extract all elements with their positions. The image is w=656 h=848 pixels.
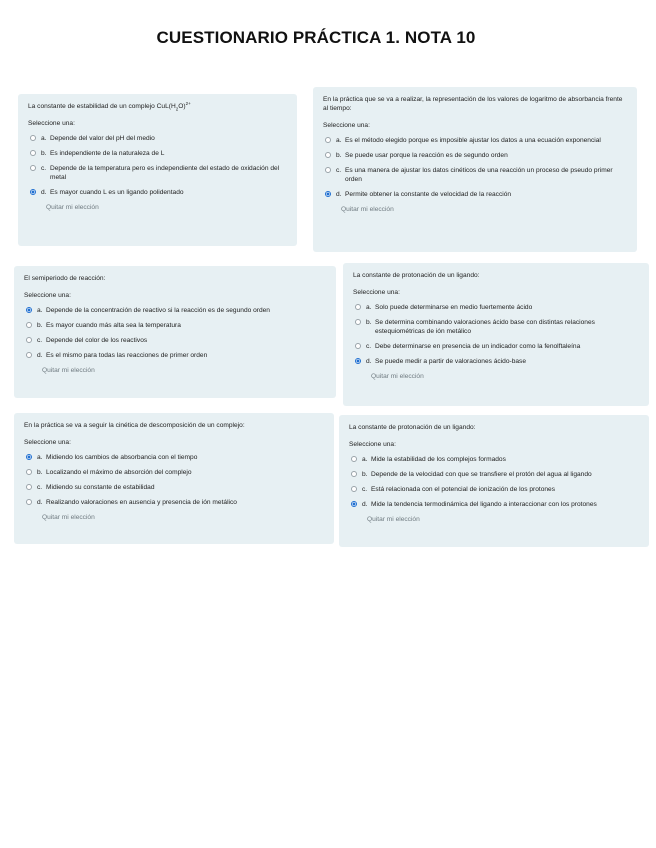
options-list: [28, 134, 287, 197]
answer-option[interactable]: [24, 351, 326, 360]
clear-choice-link[interactable]: Quitar mi elección: [46, 204, 99, 211]
radio-unselected-icon[interactable]: [26, 322, 32, 328]
radio-unselected-icon[interactable]: [325, 137, 331, 143]
option-letter: d.: [37, 499, 43, 506]
radio-unselected-icon[interactable]: [351, 471, 357, 477]
select-label: Seleccione una:: [323, 122, 370, 129]
answer-option[interactable]: [24, 468, 324, 477]
question-card-3: [14, 266, 336, 398]
answer-option[interactable]: [353, 303, 639, 312]
option-text: Se determina combinando valoraciones ácido base con distintas relaciones estequiométricas de ión metálico: [375, 319, 595, 335]
radio-unselected-icon[interactable]: [26, 352, 32, 358]
radio-unselected-icon[interactable]: [30, 150, 36, 156]
option-text: Midiendo los cambios de absorbancia con el tiempo: [46, 454, 198, 461]
select-label: Seleccione una:: [28, 120, 75, 127]
option-text: Es independiente de la naturaleza de L: [50, 150, 165, 157]
select-label: Seleccione una:: [24, 292, 71, 299]
option-text: Permite obtener la constante de velocidad de la reacción: [345, 191, 512, 198]
option-text: Midiendo su constante de estabilidad: [46, 484, 155, 491]
answer-option[interactable]: [24, 336, 326, 345]
answer-option[interactable]: [349, 455, 639, 464]
radio-selected-icon[interactable]: [351, 501, 357, 507]
question-text: La constante de estabilidad de un complejo $CuL(H_2O)^{2+}$: [28, 100, 191, 112]
clear-choice-link[interactable]: Quitar mi elección: [42, 367, 95, 374]
answer-option[interactable]: [24, 306, 326, 315]
answer-option[interactable]: [323, 166, 627, 184]
option-text: Depende de la velocidad con que se transfiere el protón del agua al ligando: [371, 471, 592, 478]
answer-option[interactable]: [323, 190, 627, 199]
radio-selected-icon[interactable]: [26, 307, 32, 313]
option-letter: d.: [336, 191, 342, 198]
option-letter: c.: [366, 343, 372, 350]
radio-selected-icon[interactable]: [355, 358, 361, 364]
option-letter: a.: [362, 456, 368, 463]
option-text: Se puede medir a partir de valoraciones ácido-base: [375, 358, 527, 365]
radio-unselected-icon[interactable]: [325, 152, 331, 158]
answer-option[interactable]: [349, 470, 639, 479]
option-text: Es mayor cuando L es un ligando polidentado: [50, 189, 184, 196]
clear-choice-link[interactable]: Quitar mi elección: [341, 206, 394, 213]
option-letter: b.: [366, 319, 372, 326]
option-letter: c.: [336, 167, 342, 174]
option-letter: a.: [41, 135, 47, 142]
option-letter: b.: [37, 322, 43, 329]
radio-unselected-icon[interactable]: [351, 456, 357, 462]
answer-option[interactable]: [28, 134, 287, 143]
question-card-6: [339, 415, 649, 547]
answer-option[interactable]: [353, 342, 639, 351]
question-text: La constante de protonación de un ligando:: [349, 424, 476, 431]
question-text: En la práctica se va a seguir la cinética de descomposición de un complejo:: [24, 422, 245, 429]
option-text: Depende del valor del pH del medio: [50, 135, 155, 142]
answer-option[interactable]: [349, 500, 639, 509]
radio-selected-icon[interactable]: [26, 454, 32, 460]
option-text: Es mayor cuando más alta sea la temperatura: [46, 322, 181, 329]
radio-unselected-icon[interactable]: [325, 167, 331, 173]
radio-unselected-icon[interactable]: [26, 499, 32, 505]
answer-option[interactable]: [24, 483, 324, 492]
option-letter: c.: [41, 165, 47, 172]
option-text: Depende de la concentración de reactivo si la reacción es de segundo orden: [46, 307, 270, 314]
option-text: Solo puede determinarse en medio fuertemente ácido: [375, 304, 533, 311]
option-text: Es una manera de ajustar los datos cinéticos de una reacción un proceso de pseudo primer orden: [345, 167, 613, 183]
option-letter: a.: [366, 304, 372, 311]
option-text: Debe determinarse en presencia de un indicador como la fenolftaleína: [375, 343, 581, 350]
option-text: Es el mismo para todas las reacciones de primer orden: [46, 352, 208, 359]
option-text: Se puede usar porque la reacción es de segundo orden: [345, 152, 508, 159]
option-letter: d.: [41, 189, 47, 196]
select-label: Seleccione una:: [353, 289, 400, 296]
answer-option[interactable]: [349, 485, 639, 494]
option-text: Localizando el máximo de absorción del complejo: [46, 469, 192, 476]
radio-unselected-icon[interactable]: [30, 165, 36, 171]
radio-unselected-icon[interactable]: [355, 304, 361, 310]
radio-unselected-icon[interactable]: [30, 135, 36, 141]
select-label: Seleccione una:: [24, 439, 71, 446]
options-list: [349, 455, 639, 509]
radio-unselected-icon[interactable]: [351, 486, 357, 492]
answer-option[interactable]: [353, 357, 639, 366]
radio-selected-icon[interactable]: [325, 191, 331, 197]
question-card-1: [18, 94, 297, 246]
radio-unselected-icon[interactable]: [26, 337, 32, 343]
options-list: [24, 306, 326, 360]
option-letter: a.: [336, 137, 342, 144]
option-letter: d.: [37, 352, 43, 359]
question-card-5: [14, 413, 334, 544]
option-letter: d.: [366, 358, 372, 365]
question-card-4: [343, 263, 649, 406]
radio-unselected-icon[interactable]: [355, 343, 361, 349]
radio-unselected-icon[interactable]: [26, 469, 32, 475]
option-text: Depende de la temperatura pero es independiente del estado de oxidación del metal: [50, 165, 280, 181]
answer-option[interactable]: [323, 136, 627, 145]
question-text: En la práctica que se va a realizar, la representación de los valores de logaritmo de absorbancia frente al tiempo:: [323, 96, 623, 112]
select-label: Seleccione una:: [349, 441, 396, 448]
option-text: Realizando valoraciones en ausencia y presencia de ión metálico: [46, 499, 237, 506]
option-letter: a.: [37, 454, 43, 461]
option-text: Mide la estabilidad de los complejos formados: [371, 456, 506, 463]
radio-unselected-icon[interactable]: [355, 319, 361, 325]
option-text: Depende del color de los reactivos: [46, 337, 148, 344]
answer-option[interactable]: [24, 498, 324, 507]
answer-option[interactable]: [28, 149, 287, 158]
answer-option[interactable]: [24, 321, 326, 330]
question-text: El semiperiodo de reacción:: [24, 275, 106, 282]
page-title: CUESTIONARIO PRÁCTICA 1. NOTA 10: [156, 28, 476, 47]
option-text: Está relacionada con el potencial de ionización de los protones: [371, 486, 556, 493]
clear-choice-link[interactable]: Quitar mi elección: [42, 514, 95, 521]
options-list: [323, 136, 627, 199]
option-letter: b.: [336, 152, 342, 159]
option-letter: c.: [37, 484, 43, 491]
clear-choice-link[interactable]: Quitar mi elección: [371, 373, 424, 380]
clear-choice-link[interactable]: Quitar mi elección: [367, 516, 420, 523]
options-list: [353, 303, 639, 366]
option-letter: a.: [37, 307, 43, 314]
answer-option[interactable]: [28, 164, 287, 182]
option-letter: b.: [41, 150, 47, 157]
option-letter: c.: [37, 337, 43, 344]
option-letter: b.: [37, 469, 43, 476]
option-text: Mide la tendencia termodinámica del ligando a interaccionar con los protones: [371, 501, 597, 508]
question-card-2: [313, 87, 637, 252]
options-list: [24, 453, 324, 507]
option-letter: b.: [362, 471, 368, 478]
radio-unselected-icon[interactable]: [26, 484, 32, 490]
answer-option[interactable]: [28, 188, 287, 197]
answer-option[interactable]: [24, 453, 324, 462]
question-text: La constante de protonación de un ligando:: [353, 272, 480, 279]
option-letter: c.: [362, 486, 368, 493]
radio-selected-icon[interactable]: [30, 189, 36, 195]
answer-option[interactable]: [353, 318, 639, 336]
option-text: Es el método elegido porque es imposible ajustar los datos a una ecuación exponencial: [345, 137, 601, 144]
answer-option[interactable]: [323, 151, 627, 160]
option-letter: d.: [362, 501, 368, 508]
